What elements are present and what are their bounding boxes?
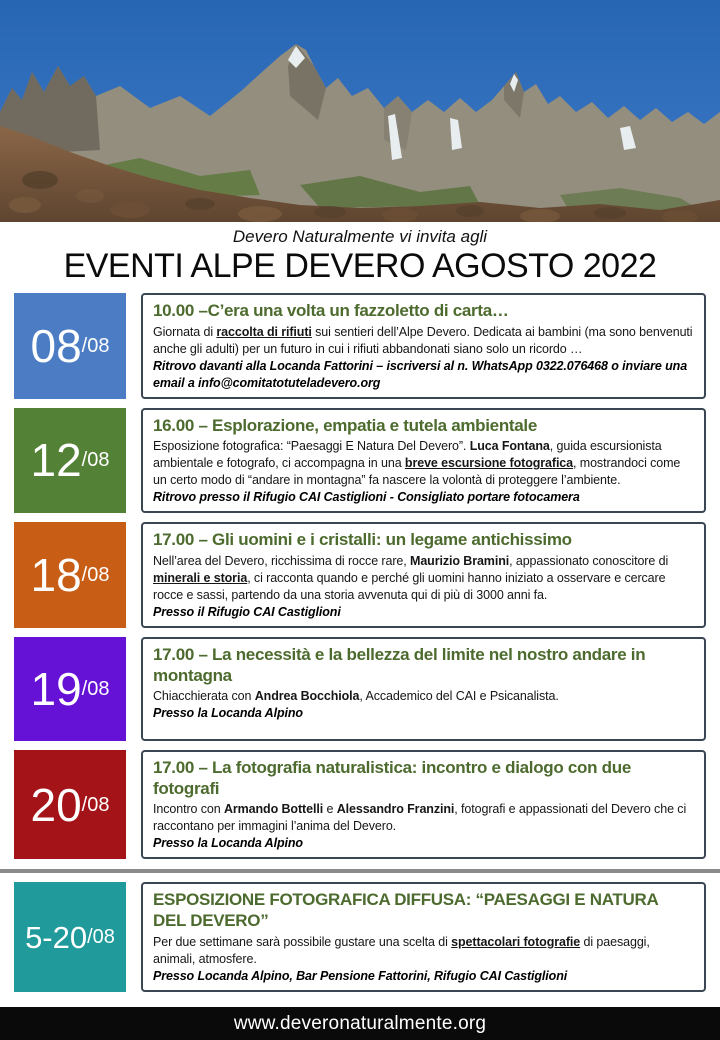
- event-description-segment: Incontro con: [153, 802, 224, 817]
- event-location: Presso la Locanda Alpino: [153, 836, 303, 851]
- event-description-segment: , fotografi e appassionati del Devero che ci raccontano per immagini l’anima del Devero.: [153, 802, 687, 834]
- event-description: [153, 934, 694, 968]
- event-description: [153, 324, 694, 358]
- event-card: [141, 522, 706, 628]
- event-description-segment: Andrea Bocchiola: [254, 689, 360, 704]
- event-date-month: /08: [81, 677, 110, 700]
- event-row: [14, 750, 706, 859]
- event-date-month: /08: [81, 564, 110, 587]
- footer-bar: [0, 1007, 720, 1040]
- event-date-month: /08: [81, 334, 110, 357]
- event-row: [14, 882, 706, 991]
- event-description: [153, 801, 694, 835]
- event-description-segment: Esposizione fotografica: “Paesaggi E Natura Del Devero”.: [153, 439, 470, 454]
- event-description-segment: Chiacchierata con: [153, 689, 255, 704]
- event-description-segment: Maurizio Bramini: [410, 553, 510, 568]
- event-date-month: /08: [81, 449, 110, 472]
- event-title: 10.00 –C’era una volta un fazzoletto di carta…: [153, 300, 509, 320]
- event-description: [153, 553, 694, 604]
- mountain-photo: [0, 0, 720, 222]
- footer-url[interactable]: www.deveronaturalmente.org: [233, 1012, 487, 1034]
- event-description-segment: e: [323, 802, 337, 817]
- event-date-day: 18: [30, 549, 82, 602]
- event-date-month: /08: [81, 793, 110, 816]
- event-date-day: 20: [30, 778, 82, 831]
- event-description-segment: , Accademico del CAI e Psicanalista.: [359, 689, 559, 704]
- event-location: Ritrovo davanti alla Locanda Fattorini – iscriversi al n. WhatsApp 0322.076468 o inviare una email a info@comitatotuteladevero.org: [153, 358, 688, 390]
- event-date-box: [14, 293, 126, 399]
- event-card: [141, 293, 706, 399]
- event-description-segment: Armando Bottelli: [223, 802, 324, 817]
- events-list: [0, 293, 720, 1001]
- mountain-photo-svg: [0, 0, 720, 222]
- event-description-segment: Luca Fontana: [469, 439, 550, 454]
- event-description-segment: sui sentieri dell’Alpe Devero. Dedicata ai bambini (ma sono benvenuti anche gli adulti) per un futuro in cui i rifiuti abbandonati siano solo un ricordo …: [153, 324, 693, 356]
- event-location: Presso la Locanda Alpino: [153, 706, 303, 721]
- event-row: [14, 522, 706, 628]
- event-description: [153, 438, 694, 489]
- event-description-segment: Giornata di: [153, 324, 217, 339]
- event-title: 17.00 – La necessità e la bellezza del limite nel nostro andare in montagna: [153, 644, 646, 685]
- event-title: 17.00 – Gli uomini e i cristalli: un legame antichissimo: [153, 530, 572, 550]
- event-description-segment: spettacolari fotografie: [451, 934, 581, 949]
- event-card: [141, 637, 706, 741]
- event-description-segment: Nell’area del Devero, ricchissima di rocce rare,: [153, 553, 410, 568]
- event-card: [141, 882, 706, 991]
- invitation-subtitle: Devero Naturalmente vi invita agli: [232, 227, 488, 246]
- event-date-day: 19: [30, 662, 82, 715]
- page-title: EVENTI ALPE DEVERO AGOSTO 2022: [63, 247, 657, 286]
- event-date-month: /08: [87, 926, 115, 949]
- event-description-segment: , guida escursionista ambientale e fotografo, ci accompagna in una: [153, 439, 662, 471]
- event-description-segment: Alessandro Franzini: [336, 802, 455, 817]
- event-description-segment: , mostrandoci come un certo modo di “andare in montagna” fa nascere la volontà di proteggere l’ambiente.: [153, 456, 681, 488]
- event-description-segment: Per due settimane sarà possibile gustare una scelta di: [153, 934, 452, 949]
- event-row: [14, 637, 706, 741]
- event-description-segment: di paesaggi, animali, atmosfere.: [153, 934, 650, 966]
- event-row: [14, 293, 706, 399]
- event-card: [141, 750, 706, 859]
- event-location: Presso Locanda Alpino, Bar Pensione Fattorini, Rifugio CAI Castiglioni: [153, 968, 568, 983]
- event-date-box: [14, 750, 126, 859]
- event-row: [14, 408, 706, 514]
- event-description: [153, 688, 694, 705]
- event-description-segment: , appassionato conoscitore di: [509, 553, 669, 568]
- event-description-segment: raccolta di rifiuti: [216, 324, 312, 339]
- event-description-segment: , ci racconta quando e perché gli uomini hanno iniziato a osservare e cercare rocce e sassi, partendo da una storia avvenuta qui di più di 3000 anni fa.: [153, 570, 666, 602]
- event-description-segment: breve escursione fotografica: [404, 456, 574, 471]
- event-description-segment: minerali e storia: [153, 570, 248, 585]
- event-date-box: [14, 408, 126, 514]
- event-title: 16.00 – Esplorazione, empatia e tutela ambientale: [153, 415, 538, 435]
- event-location: Ritrovo presso il Rifugio CAI Castiglioni - Consigliato portare fotocamera: [153, 490, 580, 505]
- event-title: 17.00 – La fotografia naturalistica: incontro e dialogo con due fotografi: [153, 757, 631, 798]
- event-date-box: [14, 522, 126, 628]
- event-card: [141, 408, 706, 514]
- event-date-box: [14, 882, 126, 991]
- event-date-box: [14, 637, 126, 741]
- event-date-day: 12: [30, 434, 82, 487]
- event-location: Presso il Rifugio CAI Castiglioni: [153, 604, 341, 619]
- event-date-day: 08: [30, 319, 82, 372]
- section-divider: [0, 869, 720, 873]
- event-date-day: 5-20: [25, 919, 88, 955]
- event-title: ESPOSIZIONE FOTOGRAFICA DIFFUSA: “PAESAGGI E NATURA DEL DEVERO”: [153, 890, 658, 931]
